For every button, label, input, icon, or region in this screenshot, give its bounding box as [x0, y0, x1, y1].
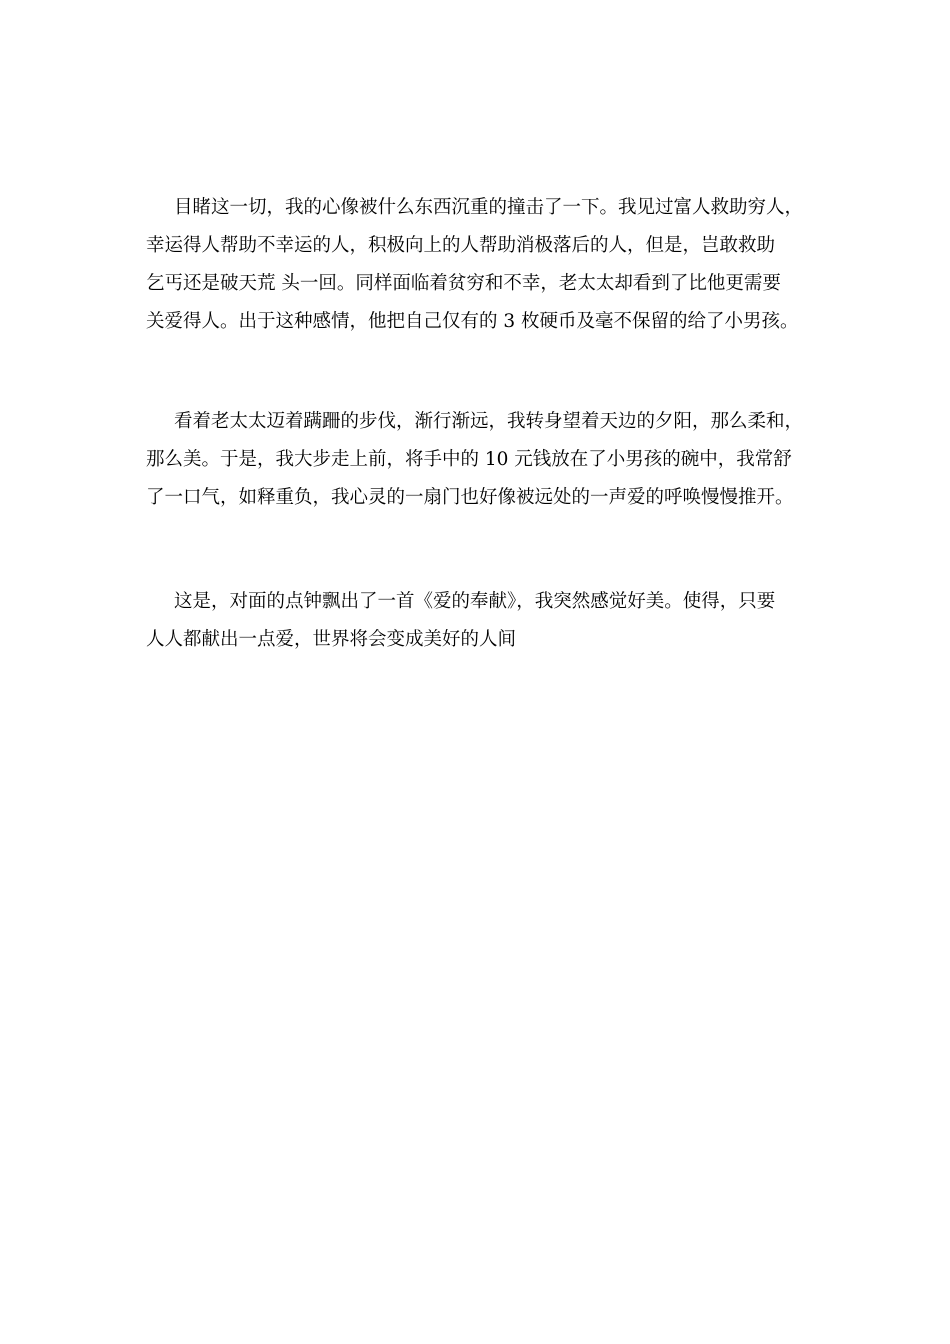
paragraph-1 [146, 189, 826, 341]
paragraph-line: 幸运得人帮助不幸运的人，积极向上的人帮助消极落后的人，但是，岂敢救助 [146, 235, 776, 256]
paragraph-line: 看着老太太迈着蹒跚的步伐，渐行渐远，我转身望着天边的夕阳，那么柔和， [174, 411, 804, 432]
paragraph-line: 人人都献出一点爱，世界将会变成美好的人间 [146, 629, 517, 650]
paragraph-line: 那么美。于是，我大步走上前，将手中的 10 元钱放在了小男孩的碗中，我常舒 [146, 449, 792, 470]
paragraph-3 [146, 583, 826, 659]
paragraph-line: 乞丐还是破天荒 头一回。同样面临着贫穷和不幸，老太太却看到了比他更需要 [146, 273, 781, 294]
paragraph-line: 目睹这一切，我的心像被什么东西沉重的撞击了一下。我见过富人救助穷人， [174, 197, 804, 218]
paragraph-line: 关爱得人。出于这种感情，他把自己仅有的 3 枚硬币及毫不保留的给了小男孩。 [146, 311, 799, 332]
paragraph-line: 了一口气，如释重负，我心灵的一扇门也好像被远处的一声爱的呼唤慢慢推开。 [146, 487, 794, 508]
paragraph-line: 这是，对面的点钟飘出了一首《爱的奉献》，我突然感觉好美。使得，只要 [174, 591, 776, 612]
paragraph-2 [146, 403, 826, 517]
